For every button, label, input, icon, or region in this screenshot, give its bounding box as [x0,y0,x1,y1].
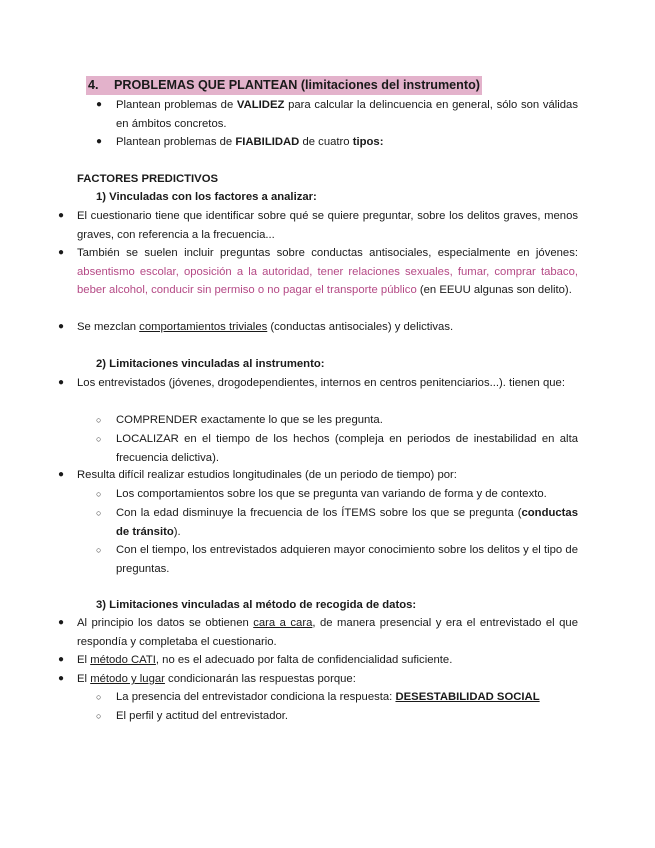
subsection-title: 1) Vinculadas con los factores a analizar: [96,191,317,203]
bullet-icon: ● [58,654,65,665]
list-item: También se suelen incluir preguntas sobre conductas antisociales, especialmente en jóvenes: absentismo escolar, oposición a la autoridad, tener relaciones sexuales, fumar, comprar tabaco, beber alcohol, conducir sin permiso o no pagar el transporte público (en EEUU algunas son delito). [77,247,578,297]
sub-list-item: El perfil y actitud del entrevistador. [116,710,289,722]
bullet-icon: ● [58,469,65,480]
circle-bullet-icon: ○ [96,415,102,425]
sub-list-item: Con la edad disminuye la frecuencia de los ÍTEMS sobre los que se pregunta (conductas de tránsito). [116,507,578,538]
circle-bullet-icon: ○ [96,711,102,721]
bullet-icon: ● [58,617,65,628]
list-item: Plantean problemas de VALIDEZ para calcular la delincuencia en general, sólo son válidas en ámbitos concretos. [116,99,578,130]
bullet-icon: ● [58,673,65,684]
list-item: Resulta difícil realizar estudios longitudinales (de un periodo de tiempo) por: [77,469,457,481]
section-number: 4. [88,78,99,92]
sub-list-item: Los comportamientos sobre los que se pregunta van variando de forma y de contexto. [116,488,547,500]
circle-bullet-icon: ○ [96,508,102,518]
bullet-icon: ● [58,247,65,258]
bullet-icon: ● [58,321,65,332]
circle-bullet-icon: ○ [96,434,102,444]
section-heading [86,76,482,95]
bullet-icon: ● [58,377,65,388]
bullet-icon: ● [96,136,103,147]
subsection-title: 3) Limitaciones vinculadas al método de recogida de datos: [96,599,417,611]
sub-list-item: Con el tiempo, los entrevistados adquieren mayor conocimiento sobre los delitos y el tipo de preguntas. [116,544,578,575]
subsection-title: 2) Limitaciones vinculadas al instrumento: [96,358,325,370]
sub-list-item: La presencia del entrevistador condiciona la respuesta: DESESTABILIDAD SOCIAL [116,691,540,703]
list-item: El método y lugar condicionarán las respuestas porque: [77,673,356,685]
list-item: Al principio los datos se obtienen cara a cara, de manera presencial y era el entrevistado el que respondía y completaba el cuestionario. [77,617,578,648]
list-item: El método CATI, no es el adecuado por falta de confidencialidad suficiente. [77,654,453,666]
list-item: Los entrevistados (jóvenes, drogodependientes, internos en centros penitenciarios...). tienen que: [77,377,565,389]
circle-bullet-icon: ○ [96,545,102,555]
list-item: El cuestionario tiene que identificar sobre qué se quiere preguntar, sobre los delitos graves, menos graves, con referencia a la frecuencia... [77,210,578,241]
bullet-icon: ● [58,210,65,221]
section-title: PROBLEMAS QUE PLANTEAN (limitaciones del instrumento) [114,78,480,92]
list-item: Se mezclan comportamientos triviales (conductas antisociales) y delictivas. [77,321,454,333]
circle-bullet-icon: ○ [96,489,102,499]
circle-bullet-icon: ○ [96,692,102,702]
subsection-heading: FACTORES PREDICTIVOS [77,173,219,185]
list-item: Plantean problemas de FIABILIDAD de cuatro tipos: [116,136,384,148]
sub-list-item: LOCALIZAR en el tiempo de los hechos (compleja en periodos de inestabilidad en alta frecuencia delictiva). [116,433,578,464]
sub-list-item: COMPRENDER exactamente lo que se les pregunta. [116,414,383,426]
bullet-icon: ● [96,99,103,110]
